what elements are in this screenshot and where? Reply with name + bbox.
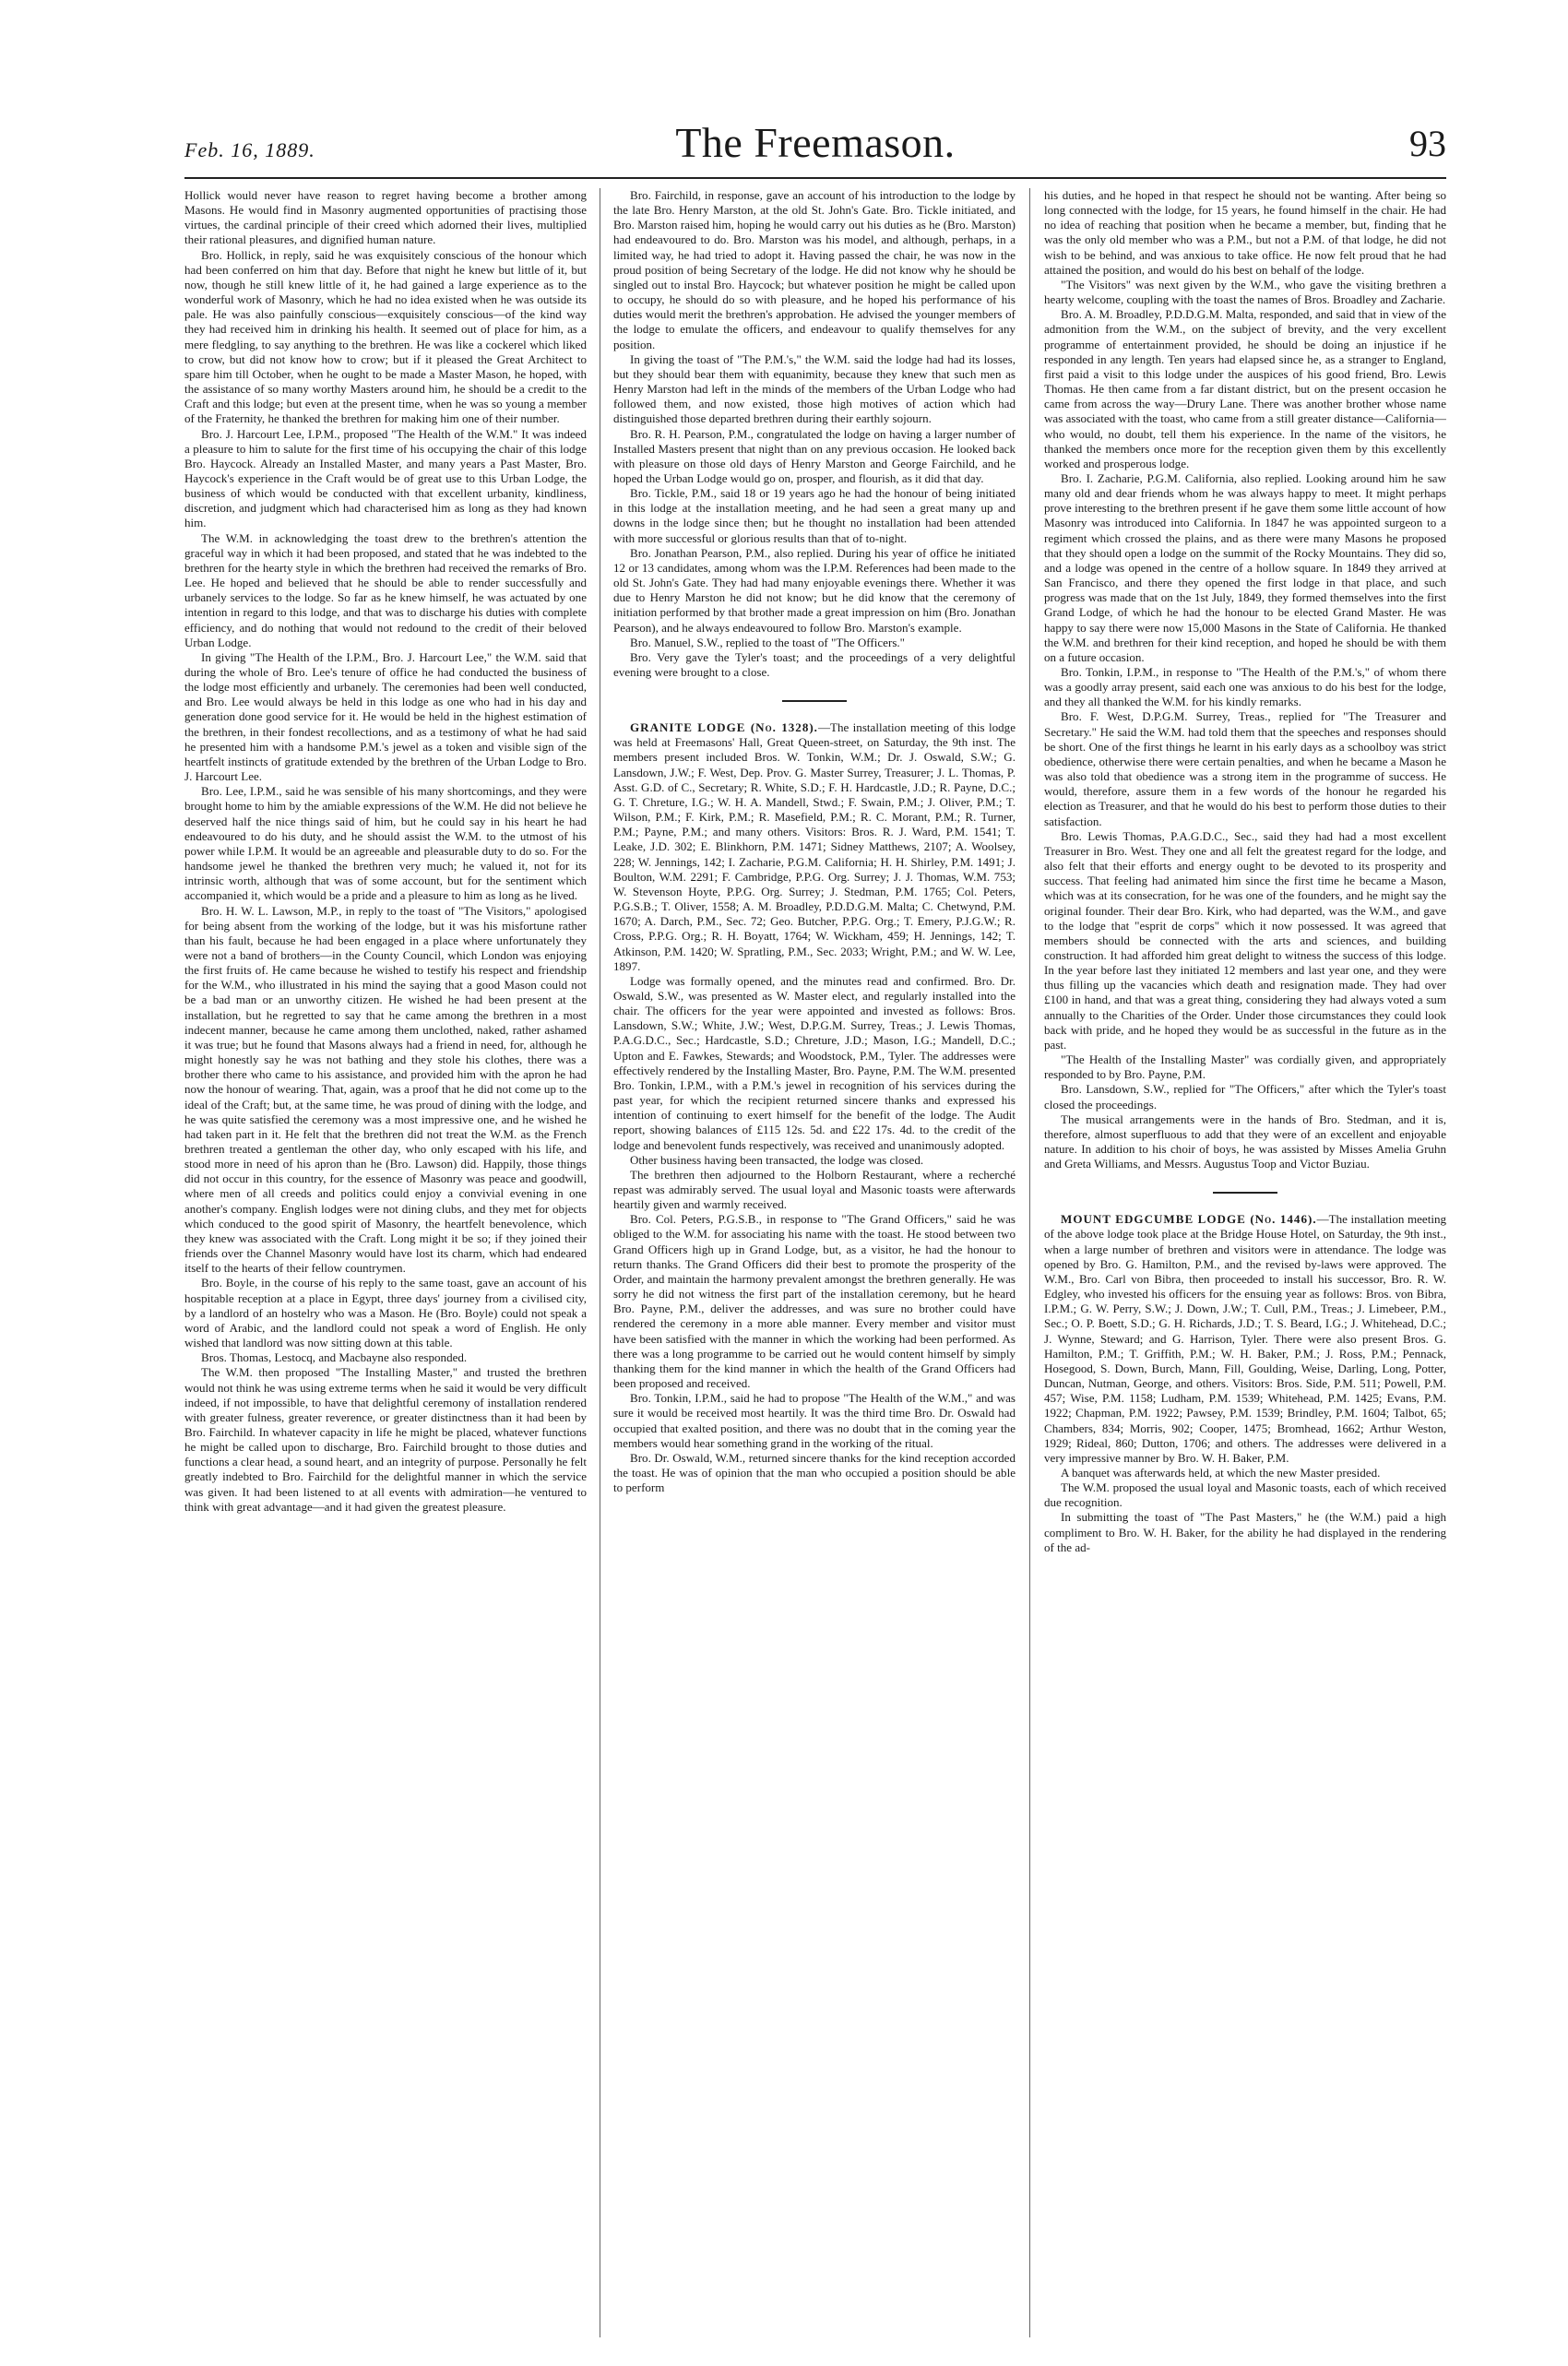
paragraph: In giving the toast of "The P.M.'s," the W.M. said the lodge had had its losses, but they should bear them with equanimity, because they knew that such men as Henry Marston had left in the minds of the members of the Urban Lodge who had followed them, and now existed, those high motives of action which had distinguished those departed brethren during their earthly sojourn. [613, 351, 1016, 426]
paragraph: "The Visitors" was next given by the W.M., who gave the visiting brethren a hearty welcome, coupling with the toast the names of Bros. Broadley and Zacharie. [1044, 277, 1446, 307]
masthead [184, 118, 1446, 173]
paragraph: A banquet was afterwards held, at which the new Master presided. [1061, 1465, 1381, 1480]
paragraph: Bro. F. West, D.P.G.M. Surrey, Treas., replied for "The Treasurer and Secretary." He said the W.M. had told them that the speeches and responses should be short. One of the first things he learnt in his early days as a schoolboy was strict obedience, otherwise there were certain penalties, and when he became a Mason he was also told that obedience was a strong item in the programme of success. He would, therefore, assure them in a few words of the honour he regarded his election as Treasurer, and that he would do his best to perform those duties to their satisfaction. [1044, 709, 1446, 828]
paragraph: The W.M. proposed the usual loyal and Masonic toasts, each of which received due recognition. [1044, 1480, 1446, 1510]
paragraph: Bro. Dr. Oswald, W.M., returned sincere thanks for the kind reception accorded the toast. He was of opinion that the man who occupied a position should be able to perform [613, 1450, 1016, 1495]
column-3 [1044, 188, 1446, 2337]
column-2 [613, 188, 1016, 2337]
paragraph: Bro. R. H. Pearson, P.M., congratulated the lodge on having a larger number of Installed Masters present that night than on any previous occasion. He looked back with pleasure on those old days of Henry Marston and George Fairchild, and he hoped the Urban Lodge would go on, prosper, and flourish, as it did that day. [613, 426, 1016, 485]
newspaper-title: The Freemason. [675, 119, 956, 166]
paragraph: Bro. Fairchild, in response, gave an account of his introduction to the lodge by the late Bro. Henry Marston, at the old St. John's Gate. Bro. Tickle initiated, and Bro. Marston raised him, hoping he would carry out his duties as he (Bro. Marston) had endeavoured to do. Bro. Marston was his model, and although, perhaps, in a limited way, he had tried to adopt it. Having passed the chair, he was now in the proud position of being Secretary of the lodge. He did not know why he should be singled out to instal Bro. Haycock; but whatever position he might be called upon to occupy, he should do so with pleasure, and he hoped his performance of his duties would merit the brethren's approbation. He advised the younger members of the lodge to emulate the officers, and endeavour to qualify themselves for any position. [613, 188, 1016, 351]
paragraph: Bro. Tickle, P.M., said 18 or 19 years ago he had the honour of being initiated in this lodge at the installation meeting, and he had seen a great many up and downs in the lodge since then; but he thought no installation had been attended with more successful or glorious results than that of to-night. [613, 486, 1016, 545]
paragraph: Bro. Jonathan Pearson, P.M., also replied. During his year of office he initiated 12 or 13 candidates, among whom was the I.P.M. References had been made to the old St. John's Gate. They had had many enjoyable evenings there. Whether it was due to Henry Marston he did not know; but he did know that the ceremony of initiation performed by that brother made a great impression on him (Bro. Jonathan Pearson), and he always endeavoured to follow Bro. Marston's example. [613, 545, 1016, 635]
paragraph: Bro. Lansdown, S.W., replied for "The Officers," after which the Tyler's toast closed the proceedings. [1044, 1082, 1446, 1112]
paragraph: Bro. I. Zacharie, P.G.M. California, also replied. Looking around him he saw many old and dear friends whom he was always happy to meet. It might perhaps prove interesting to the brethren present if he gave them some little account of how Masonry was introduced into California. In 1847 he was appointed surgeon to a regiment which crossed the plains, and as there were many Masons he proposed that they should open a lodge on the summit of the Rocky Mountains. They did so, and a lodge was opened in the centre of a hollow square. In 1849 they arrived at San Francisco, and there they opened the first lodge in that place, and such progress was made that on the 1st July, 1849, they formed themselves into the first Grand Lodge, of which he had the honour to be elected Grand Master. He was happy to say there were now 15,000 Masons in the State of California. He thanked the W.M. and brethren for their kind reception, and hoped he should be with them on a future occasion. [1044, 470, 1446, 664]
paragraph: Bro. Tonkin, I.P.M., said he had to propose "The Health of the W.M.," and was sure it would be received most heartily. It was the third time Bro. Dr. Oswald had occupied that exalted position, and there was no doubt that in the coming year the members would hear something grand in the working of the ritual. [613, 1391, 1016, 1450]
issue-date: Feb. 16, 1889. [184, 138, 315, 161]
granite-lodge-text: —The installation meeting of this lodge was held at Freemasons' Hall, Great Queen-street, on Saturday, the 9th inst. The members present included Bros. W. Tonkin, W.M.; Dr. J. Oswald, S.W.; G. Lansdown, J.W.; F. West, Dep. Prov. G. Master Surrey, Treasurer; J. L. Thomas, P. Asst. G.D. of C., Secretary; R. White, S.D.; F. H. Hardcastle, J.D.; R. Payne, D.C.; G. T. Chreture, I.G.; W. H. A. Mandell, Stwd.; F. Swain, P.M.; J. Oliver, P.M.; T. Wilson, P.M.; F. Kirk, P.M.; R. Masefield, P.M.; R. C. Morant, P.M.; R. Turner, P.M.; Payne, P.M.; and many others. Visitors: Bros. R. J. Ward, P.M. 1541; T. Leake, J.D. 302; E. Blinkhorn, P.M. 1471; Sidney Matthews, 2107; A. Woolsey, 228; W. Jennings, 142; I. Zacharie, P.G.M. California; H. H. Shirley, P.M. 1491; J. Boulton, W.M. 2291; F. Cambridge, P.P.G. Org. Surrey; J. J. Thomas, W.M. 753; W. Stevenson Hoyte, P.P.G. Org. Surrey; J. Stedman, P.M. 1765; Col. Peters, P.G.S.B.; T. Oliver, 1558; A. M. Broadley, P.D.D.G.M. Malta; C. Chetwynd, P.M. 1670; A. Darch, P.M., Sec. 72; Geo. Butcher, P.P.G. Org.; T. Emery, P.J.G.W.; R. Cross, P.P.G. Org.; R. H. Boyatt, 1764; W. Wickham, 459; H. Jennings, 142; T. Atkinson, P.M. 1420; W. Spratling, P.M., Sec. 2033; Wright, P.M.; and W. W. Lee, 1897. [613, 720, 1016, 973]
paragraph: Bro. A. M. Broadley, P.D.D.G.M. Malta, responded, and said that in view of the admonition from the W.M., on the subject of brevity, and the very excellent programme of entertainment provided, he should be doing an injustice if he responded in any length. Ten years had elapsed since he, as a stranger to England, first paid a visit to this lodge under the auspices of his good friend, Bro. Lewis Thomas. He then came from a far distant district, but on the present occasion he came from across the way—Drury Lane. There was another brother whose name was associated with the toast, who came from a still greater distance—California—who would, no doubt, tell them his experience. In the name of the visitors, he thanked the members once more for the reception given them by this excellently worked and prosperous lodge. [1044, 307, 1446, 470]
paragraph: Bro. Col. Peters, P.G.S.B., in response to "The Grand Officers," said he was obliged to the W.M. for associating his name with the toast. He stood between two Grand Officers high up in Grand Lodge, but, as a visitor, he had the honour to return thanks. The Grand Officers did their best to promote the prosperity of the Order, and maintain the harmony prevalent amongst the brethren generally. He was sorry he did not witness the first part of the installation ceremony, but he heard Bro. Payne, P.M., deliver the addresses, and was sure no brother could have rendered the ceremony in a more able manner. Every member and visitor must have been satisfied with the manner in which the working had been performed. As there was a long programme to be carried out he would content himself by simply thanking them for the kind manner in which the health of the Grand Officers had been proposed and received. [613, 1212, 1016, 1391]
paragraph: Bro. Very gave the Tyler's toast; and the proceedings of a very delightful evening were brought to a close. [613, 649, 1016, 679]
paragraph: Bro. Lee, I.P.M., said he was sensible of his many shortcomings, and they were brought home to him by the amiable expressions of the W.M. He did not believe he deserved half the nice things said of him, but he could say in his heart he had endeavoured to do his duty, and he should assist the W.M. to the utmost of his power while I.P.M. It would be an agreeable and pleasurable duty to do so. For the handsome jewel he thanked the brethren very much; he valued it, not for its intrinsic worth, although that was of some account, but for the sentiment which accompanied it, which would be a pride and a pleasure to him as long as he lived. [184, 784, 587, 903]
paragraph: The W.M. in acknowledging the toast drew to the brethren's attention the graceful way in which it had been proposed, and stated that he was indebted to the brethren for the hearty style in which the brethren had received the remarks of Bro. Lee. He hoped and believed that he should be able to render successfully and urbanely services to the lodge. So far as he knew himself, he was actuated by one intention in regard to this lodge, and that was to discharge his duties with complete efficiency, and do nothing that would not redound to the credit of their beloved Urban Lodge. [184, 530, 587, 649]
paragraph: "The Health of the Installing Master" was cordially given, and appropriately responded to by Bro. Payne, P.M. [1044, 1052, 1446, 1082]
paragraph: Bros. Thomas, Lestocq, and Macbayne also responded. [201, 1350, 468, 1365]
paragraph: Bro. Tonkin, I.P.M., in response to "The Health of the P.M.'s," of whom there was a goodly array present, said each one was anxious to do his best for the lodge, and they all thanked the W.M. for his kindly remarks. [1044, 665, 1446, 709]
paragraph: Bro. H. W. L. Lawson, M.P., in reply to the toast of "The Visitors," apologised for being absent from the working of the lodge, but it was his misfortune rather than his fault, because he had been engaged in a place where unfortunately they were not a band of brothers—in the County Council, which London was enjoying the first fruits of. He came because he wished to testify his respect and friendship for the W.M., who illustrated in his mind the saying that a good Mason could not be a bad man or an unworthy citizen. He wished he had been present at the installation, but he regretted to say that he came among the brethren in a most indecent manner, because he came among them unclothed, naked, rather ashamed it was true; but he found that Masons always had a friend in need, for, although he might honestly say he was not bathing and they stole his clothes, there was a brother there who came to his assistance, and provided him with the apron he had now the honour of wearing. That, again, was a proof that he did not come up to the ideal of the Craft; but, at the same time, he was proud of dining with the lodge, and he was quite satisfied the ceremony was a most impressive one, and he wished he had taken part in it. He felt that the brethren did not treat the W.M. as the French brethren treated a gentleman the other day, who only escaped with his life, and stood more in need of his apron than he (Bro. Lawson) did. Happily, those things did not occur in this country, for the essence of Masonry was peace and goodwill, where men of all creeds and politics could enjoy a convivial evening in one another's company. English lodges were not dining clubs, and they met for objects which conduced to the good spirit of Masonry, the heartfelt benevolence, which they knew was associated with the Craft. Long might it be so; if they joined their friends over the Channel Masonry would have lost its charm, which had endeared itself to the hearts of their fellow countrymen. [184, 903, 587, 1276]
section-divider [782, 700, 847, 702]
mount-edgcumbe-text: —The installation meeting of the above lodge took place at the Bridge House Hotel, on Saturday, the 9th inst., when a large number of brethren and visitors were in attendance. The lodge was opened by Bro. G. Hamilton, P.M., and the revised by-laws were approved. The W.M., Bro. Carl von Bibra, then proceeded to install his successor, Bro. R. W. Edgley, who invested his officers for the ensuing year as follows: Bros. von Bibra, I.P.M.; G. W. Perry, S.W.; J. Down, J.W.; T. Cull, P.M., Treas.; J. Limebeer, P.M., Sec.; O. P. Boett, S.D.; G. H. Richards, J.D.; T. S. Beard, I.G.; J. Whitehead, D.C.; J. Wynne, Steward; and G. Harrison, Tyler. There were also present Bros. G. Hamilton, P.M.; T. Griffith, P.M.; W. H. Baker, P.M.; J. Ross, P.M.; Pennack, Hosegood, S. Down, Burch, Mann, Fill, Goulding, Weise, Darling, Long, Potter, Duncan, Nutman, George, and others. Visitors: Bros. Side, P.M. 511; Powell, P.M. 457; Wise, P.M. 1158; Ludham, P.M. 1539; Whitehead, P.M. 1425; Evans, P.M. 1922; Chapman, P.M. 1922; Pawsey, P.M. 1539; Brindley, P.M. 1604; Talbot, 65; Chambers, 834; Morris, 902; Cooper, 1475; Bromhead, 1662; Arthur Weston, 1929; Rideal, 860; Dutton, 1706; and others. The addresses were delivered in a very impressive manner by Bro. W. H. Baker, P.M. [1044, 1212, 1446, 1465]
granite-lodge-intro [613, 720, 1016, 974]
paragraph: Bro. Hollick, in reply, said he was exquisitely conscious of the honour which had been conferred on him that day. Before that night he knew but little of it, but now, though he still knew little of it, he had gained a large experience as to the wonderful work of Masonry, which he had no idea existed when he was outside its pale. He was also painfully conscious—exquisitely conscious—of the kind way they had received him in drinking his health. It seemed out of place for him, as a mere fledgling, to say anything to the brethren. He was like a cockerel which liked to crow, but did not know how to crow; but if it pleased the Great Architect to spare him till October, when he ought to be made a Master Mason, he hoped, with the assistance of so many worthy Masters around him, he should be a credit to the Craft and this lodge; but even at the present time, when he was so young a member of the Fraternity, he thanked the brethren for making him one of their number. [184, 247, 587, 426]
paragraph: The musical arrangements were in the hands of Bro. Stedman, and it is, therefore, almost superfluous to add that they were of an excellent and enjoyable nature. In addition to his choir of boys, he was assisted by Misses Amelia Gruhn and Greta Williams, and Messrs. Augustus Toop and Victor Buziau. [1044, 1112, 1446, 1171]
paragraph: Bro. J. Harcourt Lee, I.P.M., proposed "The Health of the W.M." It was indeed a pleasure to him to salute for the first time of his occupying the chair of this lodge Bro. Haycock. Already an Installed Master, and many years a Past Master, Bro. Haycock's experience in the Craft would be of great use to this Urban Lodge, the business of which would be conducted with that excellent urbanity, kindliness, discretion, and judgment which had characterised him as long as they had known him. [184, 426, 587, 530]
column-1 [184, 188, 587, 2337]
paragraph: The W.M. then proposed "The Installing Master," and trusted the brethren would not think he was using extreme terms when he said it would be very difficult indeed, if not impossible, to have that delightful ceremony of installation rendered with greater fulness, greater reverence, or greater distinctness than it had been by Bro. Fairchild. In whatever capacity in life he might be placed, whatever functions he might be called upon to discharge, Bro. Fairchild brought to those duties and functions a clear head, a sound heart, and an integrity of purpose. Personally he felt greatly indebted to Bro. Fairchild for the delightful manner in which the service was given. It had been listened to at all events with admiration—he ventured to think with great advantage—and it had given the greatest pleasure. [184, 1365, 587, 1514]
masthead-rule [184, 177, 1446, 179]
paragraph: his duties, and he hoped in that respect he should not be wanting. After being so long connected with the lodge, for 15 years, he found himself in the chair. He had no idea of reaching that position when he became a member, but, finding that he was the only old member who was a P.M., but not a P.M. of that lodge, he did not wish to be behind, and was anxious to take office. He now felt proud that he had attained the position, and would do his best on behalf of the lodge. [1044, 188, 1446, 277]
paragraph: Lodge was formally opened, and the minutes read and confirmed. Bro. Dr. Oswald, S.W., was presented as W. Master elect, and regularly installed into the chair. The officers for the year were appointed and invested as follows: Bros. Lansdown, S.W.; White, J.W.; West, D.P.G.M. Surrey, Treas.; J. Lewis Thomas, P.A.G.D.C., Sec.; Hardcastle, S.D.; Chreture, J.D.; Mason, I.G.; Mandell, D.C.; Upton and E. Fawkes, Stewards; and Woodstock, P.M., Tyler. The addresses were effectively rendered by the Installing Master, Bro. Payne, P.M. The W.M. presented Bro. Tonkin, I.P.M., with a P.M.'s jewel in recognition of his services during the past year, for which the recipient returned sincere thanks and expressed his intention of continuing to exert himself for the benefit of the lodge. The Audit report, showing balances of £115 12s. 5d. and £22 17s. 4d. to the credit of the lodge and benevolent funds respectively, was received and unanimously adopted. [613, 973, 1016, 1152]
paragraph: In submitting the toast of "The Past Masters," he (the W.M.) paid a high compliment to Bro. W. H. Baker, for the ability he had displayed in the rendering of the ad- [1044, 1510, 1446, 1554]
paragraph: In giving "The Health of the I.P.M., Bro. J. Harcourt Lee," the W.M. said that during the whole of Bro. Lee's tenure of office he had conducted the business of the lodge most efficiently and urbanely. The ceremonies had been well conducted, and Bro. Lee would always be held in this lodge as one who had in his day and generation done good service for it. He would be held in the highest estimation of the brethren, in their fondest recollections, and as a testimony of what he had said he presented him with a handsome P.M.'s jewel as a token and visible sign of the heartfelt instincts of gratitude extended by the brethren of the Urban Lodge to Bro. J. Harcourt Lee. [184, 649, 587, 784]
paragraph: The brethren then adjourned to the Holborn Restaurant, where a recherché repast was admirably served. The usual loyal and Masonic toasts were afterwards heartily given and warmly received. [613, 1167, 1016, 1212]
paragraph: Bro. Manuel, S.W., replied to the toast of "The Officers." [630, 635, 905, 649]
mount-edgcumbe-heading: MOUNT EDGCUMBE LODGE (No. 1446). [1061, 1212, 1317, 1227]
paragraph: Bro. Boyle, in the course of his reply to the same toast, gave an account of his hospitable reception at a place in Egypt, three days' journey from a civilised city, by a landlord of an hostelry who was a Mason. He (Bro. Boyle) could not speak a word of Arabic, and the landlord could not speak a word of English. He only wished that landlord was now sitting down at this table. [184, 1276, 587, 1350]
page-number: 93 [1409, 123, 1446, 164]
paragraph: Hollick would never have reason to regret having become a brother among Masons. He would find in Masonry augmented opportunities of practising those virtues, the cardinal principle of their creed which adorned their lives, multiplied their rational pleasures, and dignified human nature. [184, 188, 587, 247]
paragraph: Bro. Lewis Thomas, P.A.G.D.C., Sec., said they had had a most excellent Treasurer in Bro. West. They one and all felt the greatest regard for the lodge, and also felt that their efforts and energy ought to be devoted to its prosperity and success. That feeling had animated him since the first time he became a Mason, which was at its consecration, for he was one of the founders, and he might say the original founder. Their dear Bro. Kirk, who had departed, was the W.M., and gave to the lodge that "esprit de corps" which it now possessed. It was agreed that members should be connected with the arts and sciences, and building construction. It had afforded him great delight to witness the success of this lodge. In the year before last they initiated 12 members and last year one, and they were thus filling up the vacancies which death and resignation made. They had over £100 in hand, and that was a great thing, considering they had always voted a sum annually to the Charities of the Order. Under those circumstances they could look back with pride, and he hoped they would be as successful in the future as in the past. [1044, 828, 1446, 1052]
granite-lodge-heading: GRANITE LODGE (No. 1328). [630, 720, 818, 735]
column-divider [1029, 188, 1030, 2337]
mount-edgcumbe-intro [1044, 1212, 1446, 1466]
section-divider [1213, 1192, 1277, 1194]
paragraph: Other business having been transacted, the lodge was closed. [630, 1152, 924, 1167]
